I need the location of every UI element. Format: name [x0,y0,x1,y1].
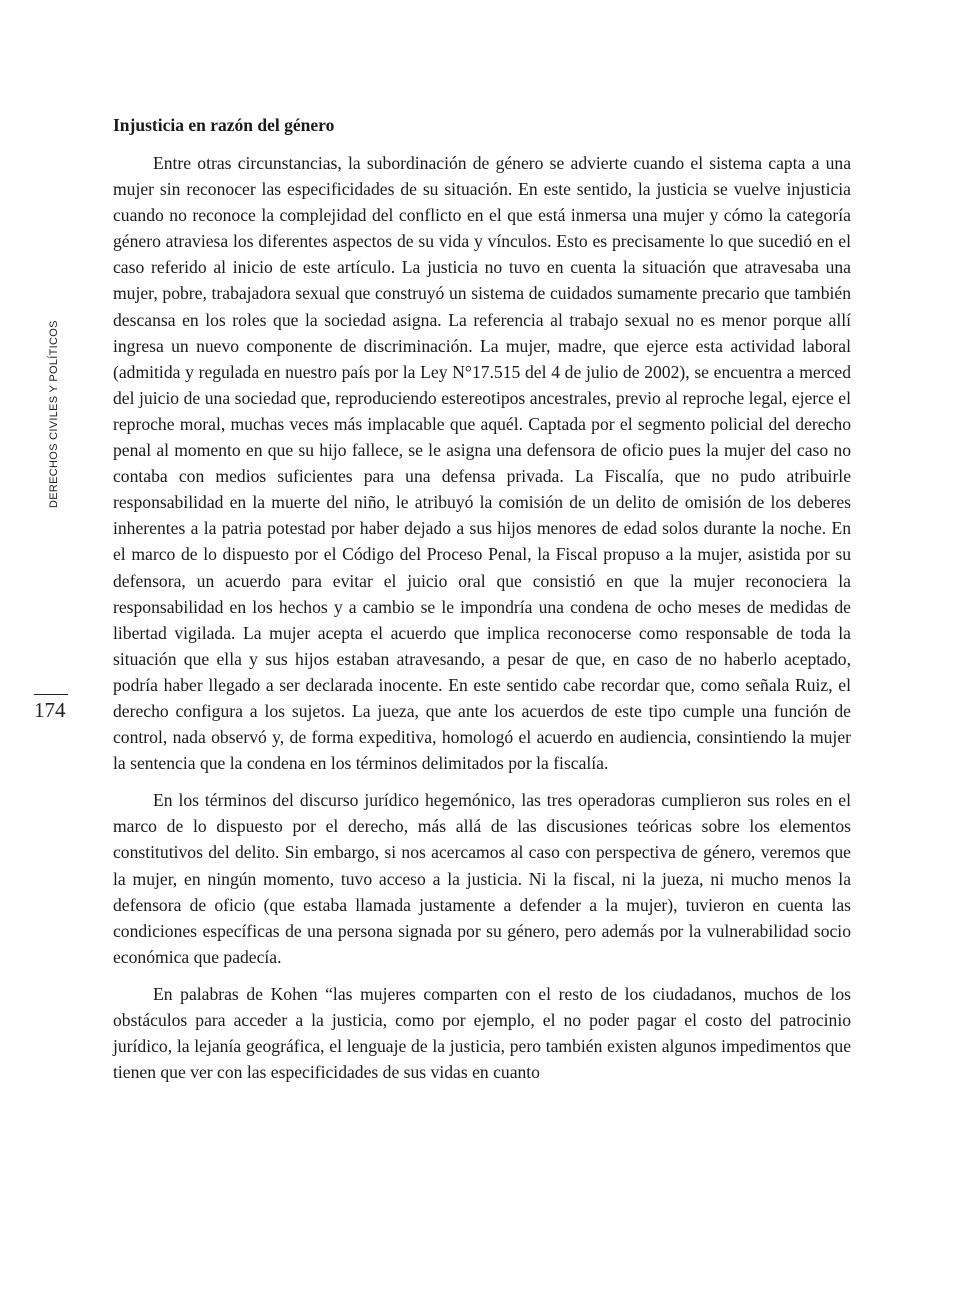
body-paragraph-1: Entre otras circunstancias, la subordinación de género se advierte cuando el sistema capta a una mujer sin reconocer las especificidades de su situación. En este sentido, la justicia se vuelve injusticia cuando no reconoce la complejidad del conflicto en el que está inmersa una mujer y cómo la categoría género atraviesa los diferentes aspectos de su vida y vínculos. Esto es precisamente lo que sucedió en el caso referido al inicio de este artículo. La justicia no tuvo en cuenta la situación que atravesaba una mujer, pobre, trabajadora sexual que construyó un sistema de cuidados sumamente precario que también descansa en los roles que la sociedad asigna. La referencia al trabajo sexual no es menor porque allí ingresa un nuevo componente de discriminación. La mujer, madre, que ejerce esta actividad laboral (admitida y regulada en nuestro país por la Ley N°17.515 del 4 de julio de 2002), se encuentra a merced del juicio de una sociedad que, reproduciendo estereotipos ancestrales, previo al reproche legal, ejerce el reproche moral, muchas veces más implacable que aquél. Captada por el segmento policial del derecho penal al momento en que su hijo fallece, se le asigna una defensora de oficio pues la mujer del caso no contaba con medios suficientes para una defensa privada. La Fiscalía, que no pudo atribuirle responsabilidad en la muerte del niño, le atribuyó la comisión de un delito de omisión de los deberes inherentes a la patria potestad por haber dejado a sus hijos menores de edad solos durante la noche. En el marco de lo dispuesto por el Código del Proceso Penal, la Fiscal propuso a la mujer, asistida por su defensora, un acuerdo para evitar el juicio oral que consistió en que la mujer reconociera la responsabilidad en los hechos y a cambio se le impondría una condena de ocho meses de medidas de libertad vigilada. La mujer acepta el acuerdo que implica reconocerse como responsable de toda la situación que ella y sus hijos estaban atravesando, a pesar de que, en caso de no haberlo aceptado, podría haber llegado a ser declarada inocente. En este sentido cabe recordar que, como señala Ruiz, el derecho configura a los sujetos. La jueza, que ante los acuerdos de este tipo cumple una función de control, nada observó y, de forma expeditiva, homologó el acuerdo en audiencia, consintiendo la mujer la sentencia que la condena en los términos delimitados por la fiscalía. [113,153,851,774]
page-body [113,112,851,1096]
page-number-rule [34,694,68,695]
body-paragraph-2: En los términos del discurso jurídico hegemónico, las tres operadoras cumplieron sus roles en el marco de lo dispuesto por el derecho, más allá de las discusiones teóricas sobre los elementos constitutivos del delito. Sin embargo, si nos acercamos al caso con perspectiva de género, veremos que la mujer, en ningún momento, tuvo acceso a la justicia. Ni la fiscal, ni la jueza, ni mucho menos la defensora de oficio (que estaba llamada justamente a defender a la mujer), tuvieron en cuenta las condiciones específicas de una persona signada por su género, pero además por la vulnerabilidad socio económica que padecía. [113,790,851,967]
page-number: 174 [34,698,66,722]
section-heading: Injusticia en razón del género [113,115,335,135]
body-paragraph-3: En palabras de Kohen “las mujeres comparten con el resto de los ciudadanos, muchos de los obstáculos para acceder a la justicia, como por ejemplo, el no poder pagar el costo del patrocinio jurídico, la lejanía geográfica, el lenguaje de la justicia, pero también existen algunos impedimentos que tienen que ver con las especificidades de sus vidas en cuanto [113,983,851,1083]
running-section-title: DERECHOS CIVILES Y POLÍTICOS [48,320,60,508]
